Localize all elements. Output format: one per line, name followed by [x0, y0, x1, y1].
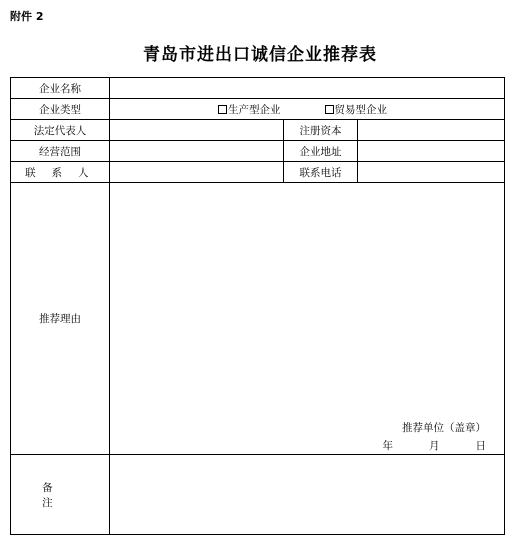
company-name-field[interactable] — [110, 78, 505, 99]
signature-block — [347, 419, 487, 455]
option-production[interactable] — [218, 102, 281, 117]
reg-capital-field[interactable] — [358, 120, 505, 141]
legal-rep-label: 法定代表人 — [11, 120, 110, 141]
contact-label: 联 系 人 — [11, 162, 110, 183]
contact-field[interactable] — [110, 162, 284, 183]
production-checkbox[interactable] — [218, 105, 227, 114]
remarks-field[interactable] — [110, 455, 505, 535]
reason-field[interactable] — [110, 183, 505, 455]
phone-label: 联系电话 — [284, 162, 358, 183]
recommendation-form — [10, 77, 505, 535]
company-name-label: 企业名称 — [11, 78, 110, 99]
company-type-options — [110, 99, 505, 120]
page-title: 青岛市进出口诚信企业推荐表 — [143, 45, 377, 65]
date-line — [347, 437, 487, 455]
business-scope-field[interactable] — [110, 141, 284, 162]
business-scope-label: 经营范围 — [11, 141, 110, 162]
attachment-label: 附件 2 — [10, 10, 44, 23]
recommender-label: 推荐单位（盖章） — [402, 422, 487, 434]
legal-rep-field[interactable] — [110, 120, 284, 141]
reason-label: 推荐理由 — [11, 183, 110, 455]
remarks-label: 备 注 — [11, 455, 110, 535]
production-option-label: 生产型企业 — [228, 103, 281, 116]
date-day: 日 — [475, 440, 487, 452]
option-trade[interactable] — [325, 102, 388, 117]
company-type-label: 企业类型 — [11, 99, 110, 120]
date-month: 月 — [429, 440, 440, 452]
address-field[interactable] — [358, 141, 505, 162]
trade-option-label: 贸易型企业 — [334, 103, 387, 116]
date-year: 年 — [382, 440, 394, 452]
address-label: 企业地址 — [284, 141, 358, 162]
reg-capital-label: 注册资本 — [284, 120, 358, 141]
trade-checkbox[interactable] — [325, 105, 334, 114]
phone-field[interactable] — [358, 162, 505, 183]
